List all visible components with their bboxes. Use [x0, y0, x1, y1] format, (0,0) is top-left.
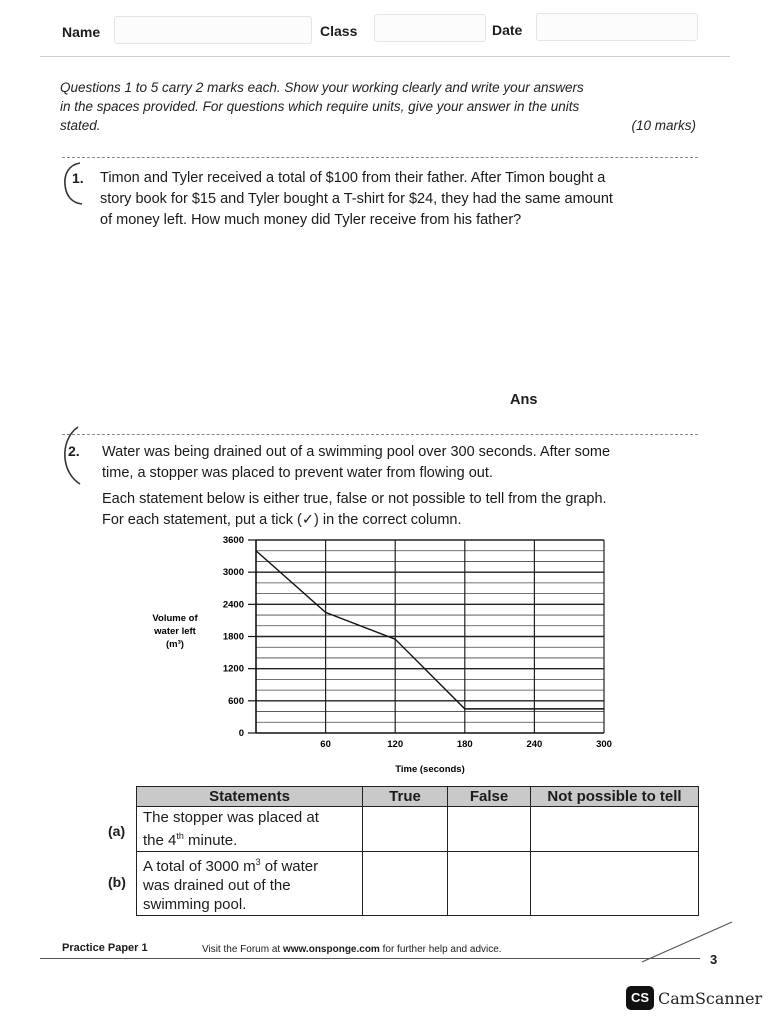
statement-b-line-3: swimming pool.	[143, 896, 247, 913]
chart-grid-major	[256, 540, 604, 733]
instructions	[60, 78, 700, 135]
q1-answer-label: Ans	[510, 392, 538, 408]
y-tick-label: 1200	[222, 663, 244, 675]
chart-y-axis-label	[152, 613, 198, 650]
name-label: Name	[62, 24, 101, 40]
q2-line-2: time, a stopper was placed to prevent water from flowing out.	[102, 465, 493, 481]
y-tick-label: 1800	[222, 631, 244, 643]
statement-a-line-2	[143, 827, 356, 850]
footer-url-link[interactable]: www.onsponge.com	[282, 944, 380, 955]
q1-divider	[62, 157, 698, 158]
chart-x-axis-label: Time (seconds)	[395, 764, 465, 775]
footer-visit	[202, 944, 502, 955]
x-tick-label: 300	[596, 739, 612, 750]
table-header-row	[137, 787, 699, 807]
footer-paper: Practice Paper 1	[62, 942, 148, 954]
date-field[interactable]	[536, 13, 698, 41]
tick-cell-b-not-possible[interactable]	[531, 852, 699, 916]
col-statements: Statements	[137, 787, 363, 807]
instructions-line-3	[60, 116, 700, 135]
instructions-stated: stated.	[60, 118, 101, 133]
x-tick-label: 240	[526, 739, 543, 750]
header-divider	[40, 56, 730, 57]
q1-line-1: Timon and Tyler received a total of $100 from their father. After Timon bought a	[100, 170, 606, 186]
page-number: 3	[710, 952, 718, 967]
q2-text	[102, 442, 702, 531]
statement-b-sup: 3	[255, 857, 261, 867]
q2-line-3: Each statement below is either true, false or not possible to tell from the graph.	[102, 491, 607, 507]
q1-number: 1.	[72, 170, 84, 186]
instructions-line-2: in the spaces provided. For questions which require units, give your answer in the units	[60, 99, 580, 114]
class-field[interactable]	[374, 14, 486, 42]
y-tick-label: 2400	[222, 599, 244, 611]
tick-cell-b-false[interactable]	[448, 852, 531, 916]
y-axis-label-line: water left	[154, 626, 196, 637]
camscanner-watermark: CamScanner	[658, 989, 763, 1008]
chart-y-ticks	[223, 535, 256, 739]
footer-visit-post: for further help and advice.	[379, 944, 502, 955]
q2-divider	[62, 434, 698, 435]
tick-cell-b-true[interactable]	[363, 852, 448, 916]
y-tick-label: 600	[228, 695, 244, 707]
volume-time-chart	[0, 528, 768, 778]
camscanner-logo-icon: CS	[626, 986, 654, 1010]
date-label: Date	[492, 22, 523, 38]
x-tick-label: 180	[456, 739, 473, 750]
statement-a-text-post: minute.	[183, 832, 238, 849]
q1-text	[100, 168, 700, 231]
statement-b	[137, 852, 363, 916]
table-row	[137, 807, 699, 852]
y-axis-label-line: Volume of	[152, 613, 198, 624]
x-tick-label: 120	[387, 739, 404, 750]
col-true: True	[363, 787, 448, 807]
y-tick-label: 3000	[222, 567, 244, 579]
q2-line-1: Water was being drained out of a swimming pool over 300 seconds. After some	[102, 444, 611, 460]
statement-a-text-pre: the 4	[143, 832, 177, 849]
y-tick-label: 0	[238, 728, 244, 739]
row-a-label: (a)	[108, 823, 126, 839]
class-label: Class	[320, 23, 358, 39]
footer-corner-line	[640, 918, 740, 964]
y-tick-label: 3600	[222, 535, 244, 546]
statement-a-line-1: The stopper was placed at	[143, 809, 319, 826]
q2-line-4: For each statement, put a tick (✓) in the correct column.	[102, 512, 462, 528]
statements-table	[136, 786, 699, 916]
q1-line-2: story book for $15 and Tyler bought a T-shirt for $24, they had the same amount	[100, 191, 613, 207]
x-tick-label: 60	[320, 739, 331, 750]
table-row	[137, 852, 699, 916]
statement-b-line-1	[143, 853, 356, 876]
footer-divider	[40, 958, 700, 959]
chart-x-ticks	[320, 739, 612, 750]
statement-a	[137, 807, 363, 852]
instructions-line-1: Questions 1 to 5 carry 2 marks each. Show your working clearly and write your answers	[60, 80, 584, 95]
name-field[interactable]	[114, 16, 312, 44]
row-b-label: (b)	[108, 874, 126, 890]
col-not-possible: Not possible to tell	[531, 787, 699, 807]
statement-a-sup: th	[176, 831, 184, 841]
series-line	[256, 551, 604, 709]
statement-b-text-pre: A total of 3000 m	[143, 858, 256, 875]
q2-number: 2.	[68, 443, 80, 459]
footer-visit-pre: Visit the Forum at	[202, 944, 283, 955]
col-false: False	[448, 787, 531, 807]
y-axis-label-line: (m³)	[166, 639, 184, 650]
instructions-marks: (10 marks)	[631, 118, 696, 133]
q1-line-3: of money left. How much money did Tyler receive from his father?	[100, 212, 522, 228]
chart-series	[256, 551, 604, 709]
statement-b-text-post: of water	[260, 858, 319, 875]
statement-b-line-2: was drained out of the	[143, 877, 291, 894]
tick-cell-a-false[interactable]	[448, 807, 531, 852]
tick-cell-a-true[interactable]	[363, 807, 448, 852]
tick-cell-a-not-possible[interactable]	[531, 807, 699, 852]
